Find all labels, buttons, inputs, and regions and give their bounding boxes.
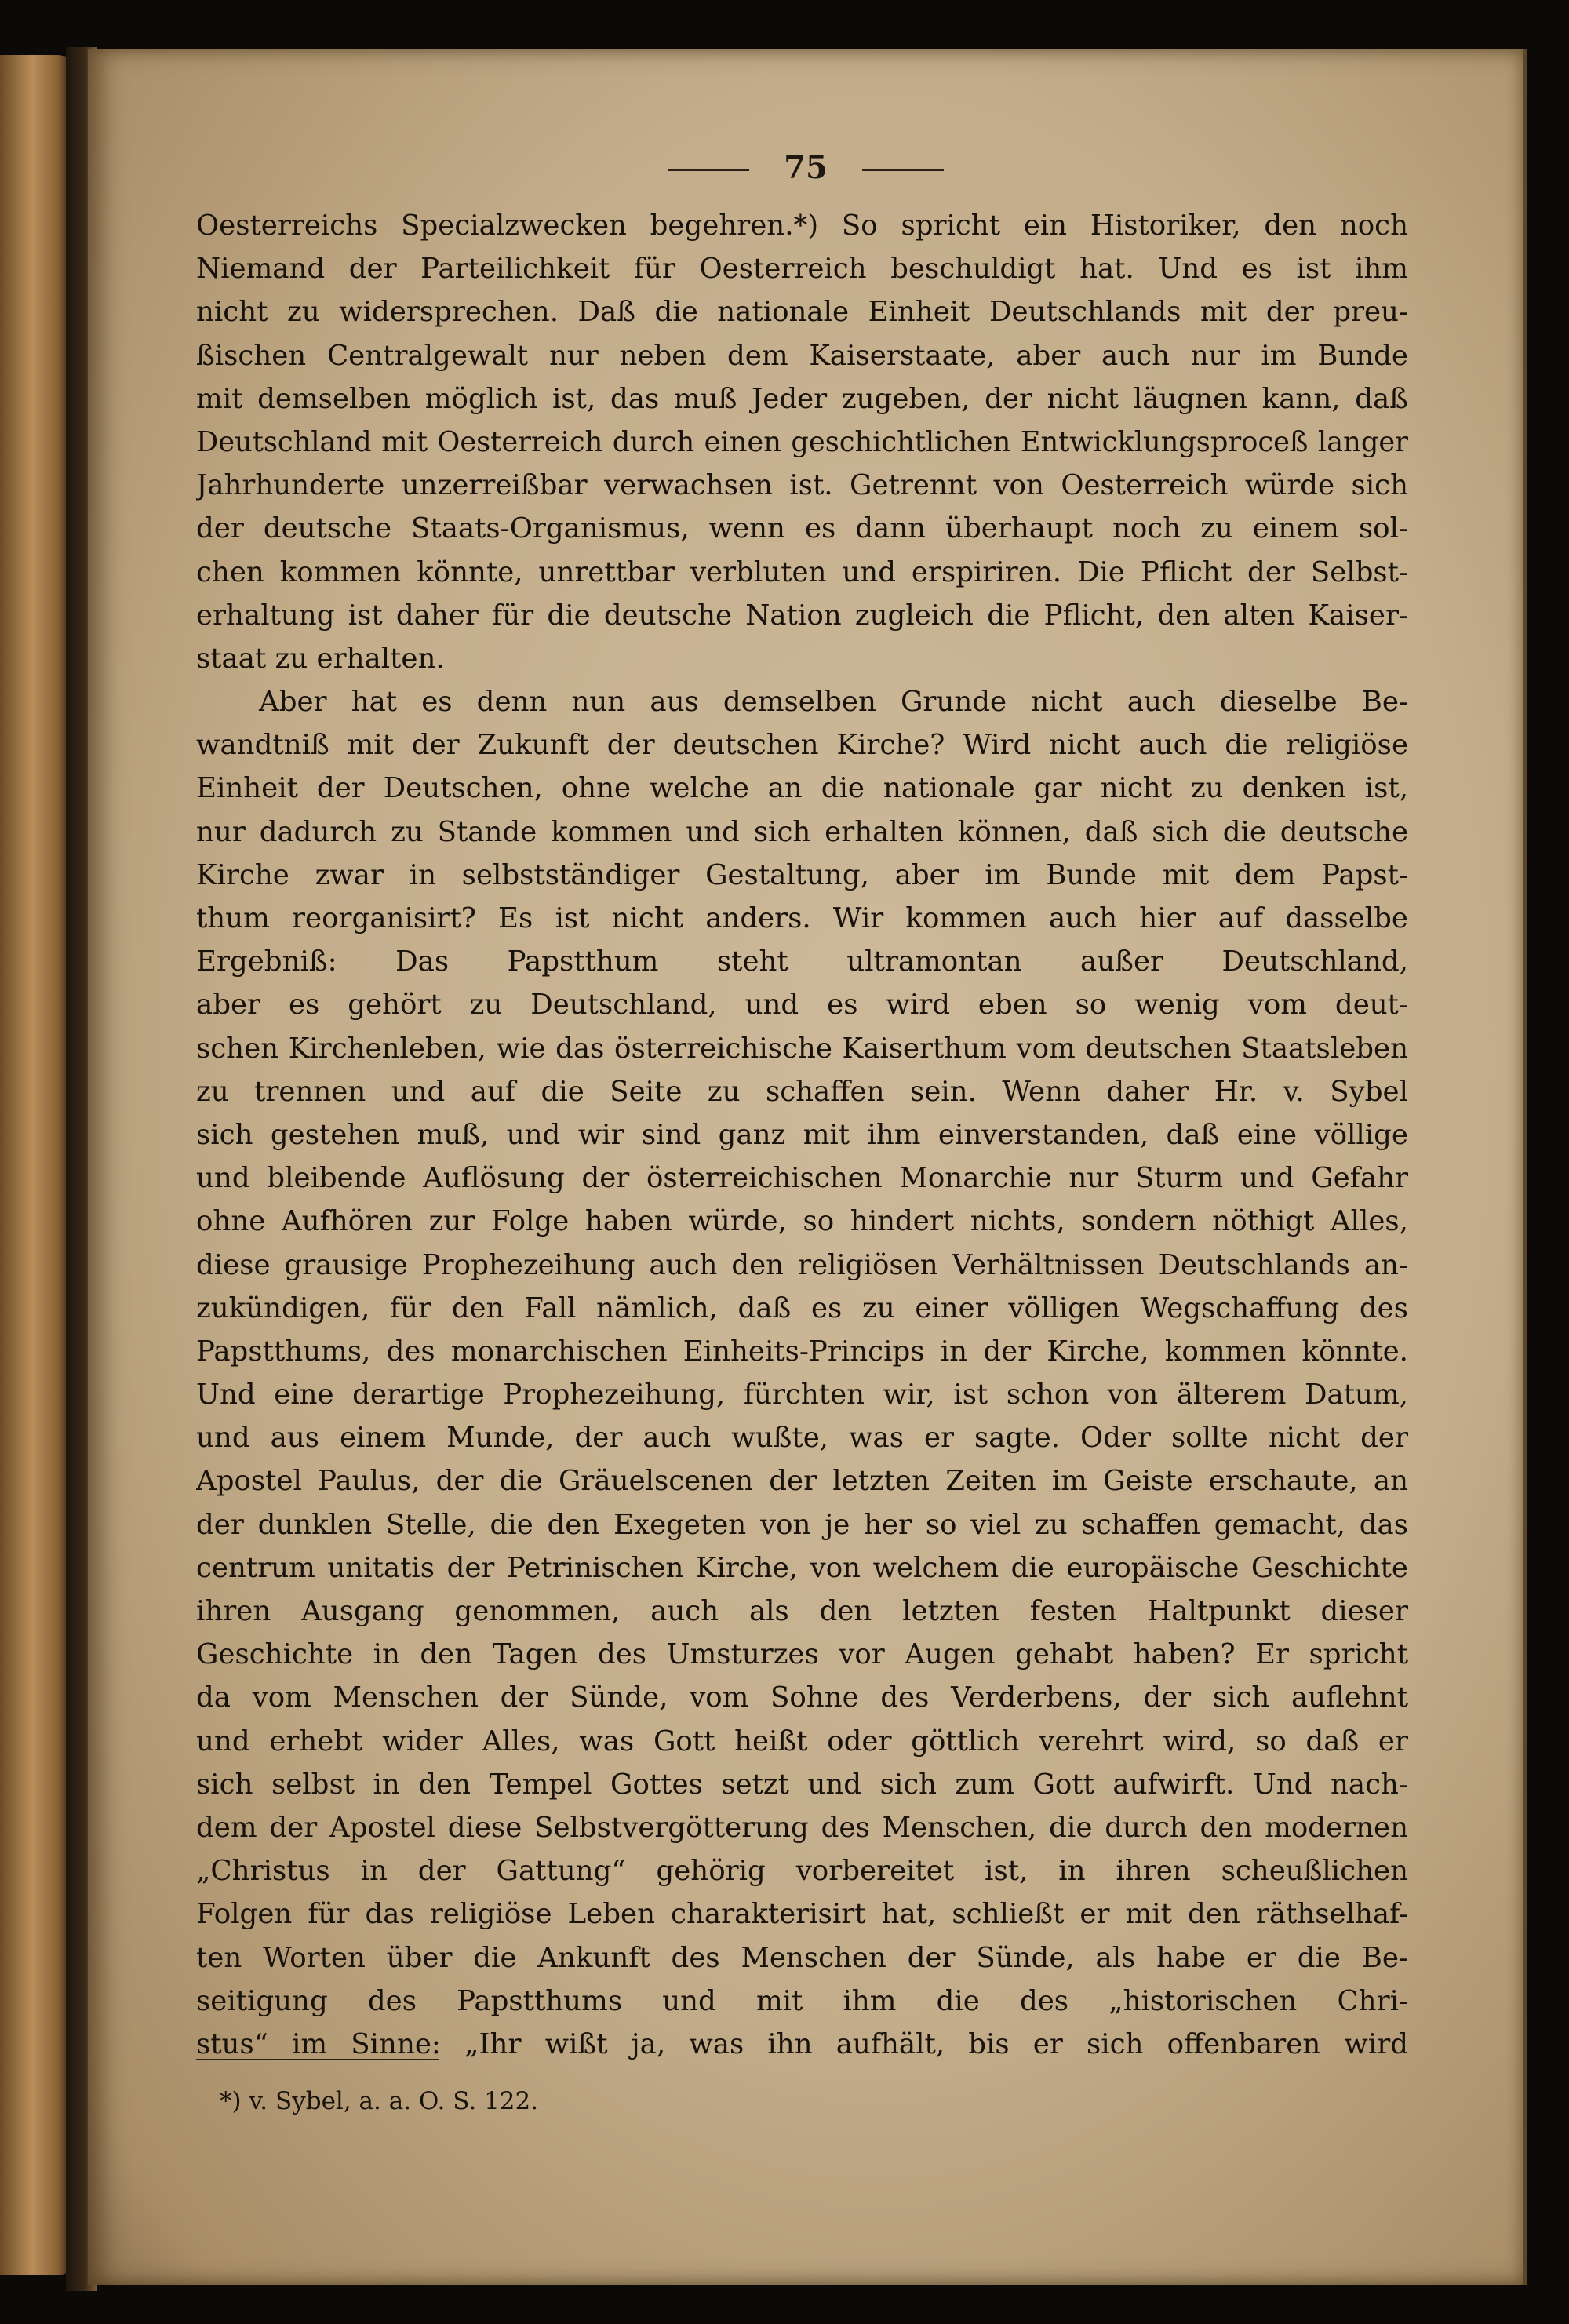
text-line: und erhebt wider Alles, was Gott heißt oder göttlich verehrt wird, so daß er [196, 1725, 1408, 1758]
header-rule-left [668, 169, 749, 171]
text-line: sich selbst in den Tempel Gottes setzt und sich zum Gott aufwirft. Und nach- [196, 1768, 1408, 1801]
text-line: Deutschland mit Oesterreich durch einen geschichtlichen Entwicklungsproceß langer [196, 425, 1408, 458]
text-line: Geschichte in den Tagen des Umsturzes vor Augen gehabt haben? Er spricht [196, 1638, 1408, 1671]
text-line: schen Kirchenleben, wie das österreichische Kaiserthum vom deutschen Staatsleben [196, 1032, 1408, 1065]
text-line: ohne Aufhören zur Folge haben würde, so hindert nichts, sondern nöthigt Alles, [196, 1205, 1408, 1238]
text-line: und bleibende Auflösung der österreichischen Monarchie nur Sturm und Gefahr [196, 1162, 1408, 1195]
text-line: Aber hat es denn nun aus demselben Grunde nicht auch dieselbe Be- [259, 686, 1408, 719]
page-header [88, 149, 1523, 196]
text-line: Jahrhunderte unzerreißbar verwachsen ist. Getrennt von Oesterreich würde sich [196, 469, 1408, 502]
text-line: stus“ im Sinne: „Ihr wißt ja, was ihn aufhält, bis er sich offenbaren wird [196, 2027, 1408, 2060]
text-line: der deutsche Staats-Organismus, wenn es dann überhaupt noch zu einem sol- [196, 512, 1408, 545]
text-line: Einheit der Deutschen, ohne welche an die nationale gar nicht zu denken ist, [196, 772, 1408, 805]
text-line: der dunklen Stelle, die den Exegeten von je her so viel zu schaffen gemacht, das [196, 1508, 1408, 1541]
text-line: ßischen Centralgewalt nur neben dem Kaiserstaate, aber auch nur im Bunde [196, 339, 1408, 372]
text-line: da vom Menschen der Sünde, vom Sohne des Verderbens, der sich auflehnt [196, 1681, 1408, 1714]
text-line: sich gestehen muß, und wir sind ganz mit ihm einverstanden, daß eine völlige [196, 1118, 1408, 1151]
text-line: mit demselben möglich ist, das muß Jeder zugeben, der nicht läugnen kann, daß [196, 382, 1408, 415]
text-line: erhaltung ist daher für die deutsche Nation zugleich die Pflicht, den alten Kaiser- [196, 599, 1408, 632]
text-line: ten Worten über die Ankunft des Menschen der Sünde, als habe er die Be- [196, 1941, 1408, 1974]
text-line: Papstthums, des monarchischen Einheits-Princips in der Kirche, kommen könnte. [196, 1335, 1408, 1368]
text-line: zukündigen, für den Fall nämlich, daß es zu einer völligen Wegschaffung des [196, 1291, 1408, 1324]
body-text [196, 204, 1408, 2066]
text-line: Oesterreichs Specialzwecken begehren.*) So spricht ein Historiker, den noch [196, 209, 1408, 242]
text-line: staat zu erhalten. [196, 642, 445, 675]
page-number: 75 [784, 149, 828, 186]
text-line: Apostel Paulus, der die Gräuelscenen der letzten Zeiten im Geiste erschaute, an [196, 1465, 1408, 1498]
text-line: ihren Ausgang genommen, auch als den letzten festen Haltpunkt dieser [196, 1595, 1408, 1627]
text-line: nicht zu widersprechen. Daß die nationale Einheit Deutschlands mit der preu- [196, 296, 1408, 329]
text-line: zu trennen und auf die Seite zu schaffen sein. Wenn daher Hr. v. Sybel [196, 1075, 1408, 1108]
text-line: wandtniß mit der Zukunft der deutschen Kirche? Wird nicht auch die religiöse [196, 729, 1408, 762]
text-line: Niemand der Parteilichkeit für Oesterreich beschuldigt hat. Und es ist ihm [196, 253, 1408, 286]
header-rule-right [862, 169, 944, 171]
book-page [88, 49, 1527, 2285]
text-line: centrum unitatis der Petrinischen Kirche, von welchem die europäische Geschichte [196, 1551, 1408, 1584]
text-line: chen kommen könnte, unrettbar verbluten und erspiriren. Die Pflicht der Selbst- [196, 556, 1408, 588]
text-line: seitigung des Papstthums und mit ihm die des „historischen Chri- [196, 1984, 1408, 2017]
text-line: dem der Apostel diese Selbstvergötterung des Menschen, die durch den modernen [196, 1811, 1408, 1844]
text-line: nur dadurch zu Stande kommen und sich erhalten können, daß sich die deutsche [196, 815, 1408, 848]
text-line: und aus einem Munde, der auch wußte, was er sagte. Oder sollte nicht der [196, 1422, 1408, 1455]
text-line: diese grausige Prophezeihung auch den religiösen Verhältnissen Deutschlands an- [196, 1248, 1408, 1281]
text-line: Kirche zwar in selbstständiger Gestaltung, aber im Bunde mit dem Papst- [196, 858, 1408, 891]
text-line: Ergebniß: Das Papstthum steht ultramontan außer Deutschland, [196, 945, 1408, 978]
text-line: „Christus in der Gattung“ gehörig vorbereitet ist, in ihren scheußlichen [196, 1855, 1408, 1888]
text-line: Und eine derartige Prophezeihung, fürchten wir, ist schon von älterem Datum, [196, 1379, 1408, 1412]
left-page-edge [0, 55, 72, 2275]
text-line: aber es gehört zu Deutschland, und es wird eben so wenig vom deut- [196, 989, 1408, 1022]
text-line: Folgen für das religiöse Leben charakterisirt hat, schließt er mit den räthselhaf- [196, 1898, 1408, 1931]
footnote-separator [196, 2059, 439, 2060]
footnote: *) v. Sybel, a. a. O. S. 122. [220, 2087, 539, 2115]
text-line: thum reorganisirt? Es ist nicht anders. Wir kommen auch hier auf dasselbe [196, 902, 1408, 934]
